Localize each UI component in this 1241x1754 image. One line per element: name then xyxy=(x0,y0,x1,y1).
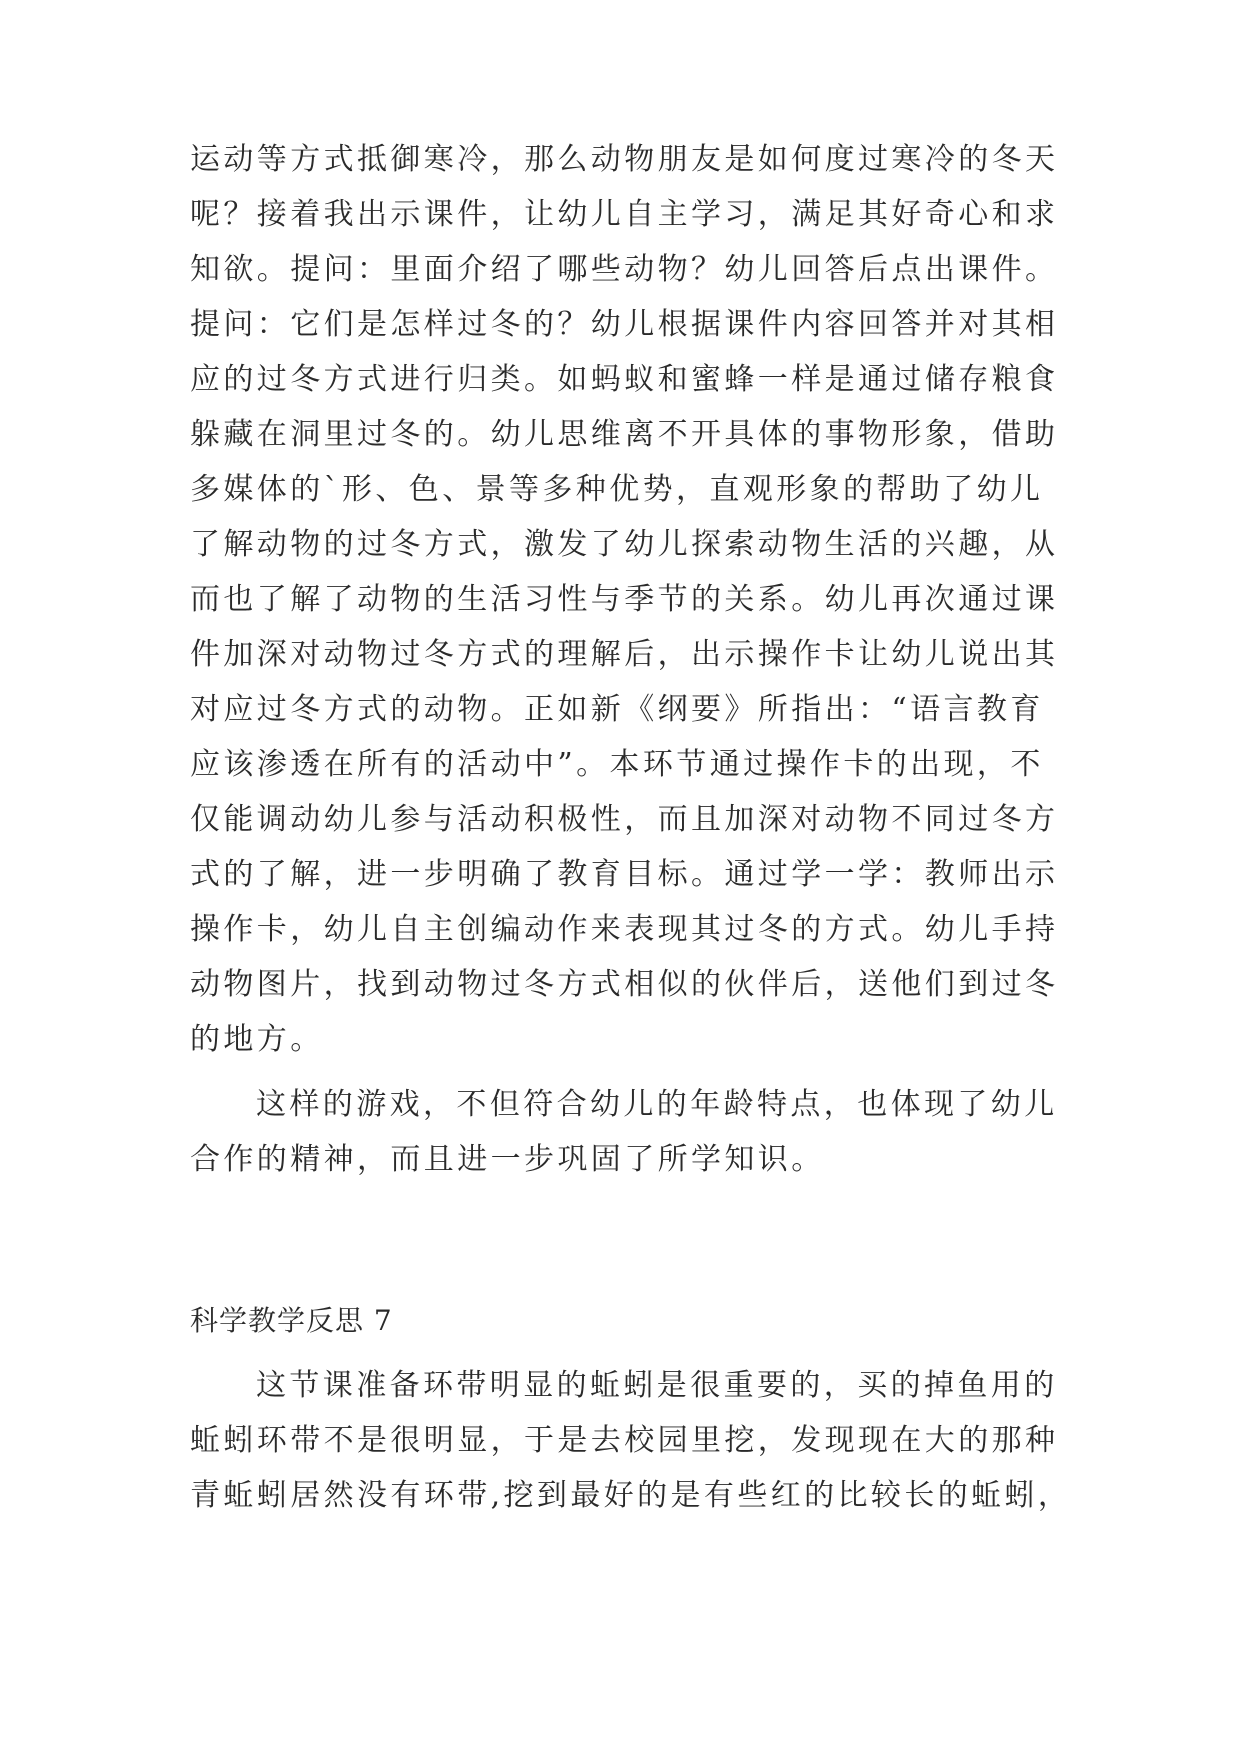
paragraph-3-line-1: 这节课准备环带明显的蚯蚓是很重要的，买的掉鱼用的 xyxy=(256,1368,1058,1403)
paragraph-1-line-1: 运动等方式抵御寒冷，那么动物朋友是如何度过寒冷的冬天 xyxy=(190,142,1059,177)
paragraph-1-line-11: 对应过冬方式的动物。正如新《纲要》所指出：“语言教育 xyxy=(190,692,1044,727)
paragraph-1-line-8: 了解动物的过冬方式，激发了幼儿探索动物生活的兴趣，从 xyxy=(190,527,1059,562)
paragraph-1-line-10: 件加深对动物过冬方式的理解后，出示操作卡让幼儿说出其 xyxy=(190,637,1059,672)
paragraph-3-line-2: 蚯蚓环带不是很明显，于是去校园里挖，发现现在大的那种 xyxy=(190,1423,1059,1458)
paragraph-1-line-15: 操作卡，幼儿自主创编动作来表现其过冬的方式。幼儿手持 xyxy=(190,912,1059,947)
paragraph-1-line-3: 知欲。提问：里面介绍了哪些动物？幼儿回答后点出课件。 xyxy=(190,252,1059,287)
paragraph-1-line-9: 而也了解了动物的生活习性与季节的关系。幼儿再次通过课 xyxy=(190,582,1059,617)
paragraph-1-line-2: 呢？接着我出示课件，让幼儿自主学习，满足其好奇心和求 xyxy=(190,197,1059,232)
paragraph-1-line-13: 仅能调动幼儿参与活动积极性，而且加深对动物不同过冬方 xyxy=(190,802,1059,837)
paragraph-1-line-17: 的地方。 xyxy=(190,1022,324,1057)
paragraph-2-line-2: 合作的精神，而且进一步巩固了所学知识。 xyxy=(190,1142,825,1177)
paragraph-1-line-12: 应该渗透在所有的活动中”。本环节通过操作卡的出现，不 xyxy=(190,747,1044,782)
section-heading: 科学教学反思 7 xyxy=(190,1304,393,1337)
paragraph-1-line-6: 躲藏在洞里过冬的。幼儿思维离不开具体的事物形象，借助 xyxy=(190,417,1059,452)
paragraph-1-line-7: 多媒体的`形、色、景等多种优势，直观形象的帮助了幼儿 xyxy=(190,472,1044,507)
paragraph-1-line-4: 提问：它们是怎样过冬的？幼儿根据课件内容回答并对其相 xyxy=(190,307,1059,342)
paragraph-1-line-5: 应的过冬方式进行归类。如蚂蚁和蜜蜂一样是通过储存粮食 xyxy=(190,362,1059,397)
paragraph-3-line-3: 青蚯蚓居然没有环带,挖到最好的是有些红的比较长的蚯蚓， xyxy=(190,1478,1072,1513)
paragraph-1-line-16: 动物图片，找到动物过冬方式相似的伙伴后，送他们到过冬 xyxy=(190,967,1059,1002)
paragraph-1-line-14: 式的了解，进一步明确了教育目标。通过学一学：教师出示 xyxy=(190,857,1059,892)
paragraph-2-line-1: 这样的游戏，不但符合幼儿的年龄特点，也体现了幼儿 xyxy=(256,1087,1058,1122)
